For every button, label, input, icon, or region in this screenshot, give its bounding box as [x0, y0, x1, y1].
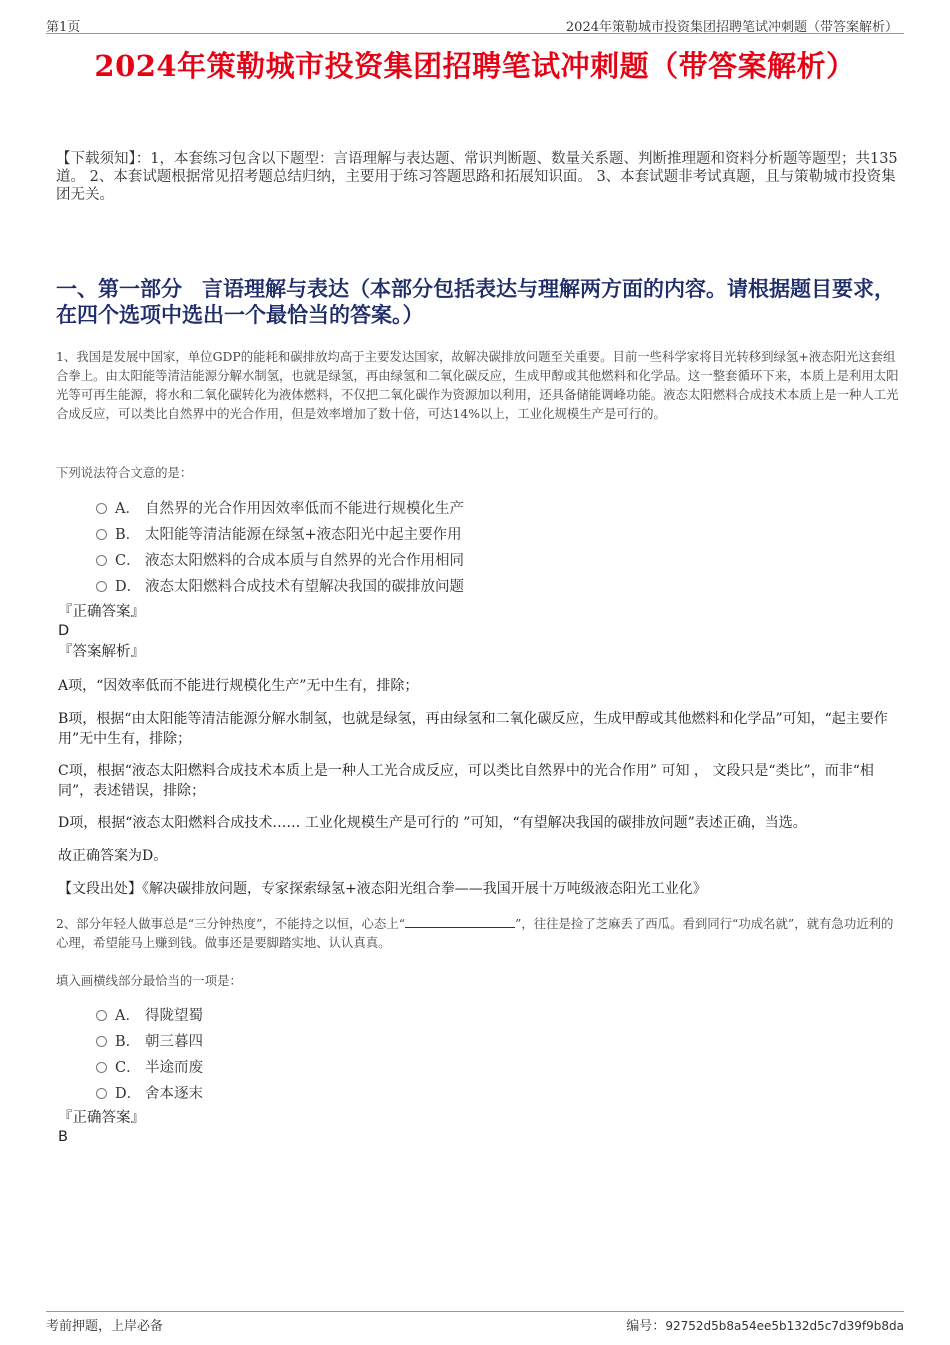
q2-text-before: 2、部分年轻人做事总是“三分钟热度”，不能持之以恒，心态上“ — [56, 916, 406, 931]
download-notice: 【下载须知】：1，本套练习包含以下题型：言语理解与表达题、常识判断题、数量关系题、判断推理题和资料分析题等题型；共135道。 2、本套试题根据常见招考题总结归纳，主要用于练习答题思路和拓展知识面。 3、本套试题非考试真题，且与策勒城市投资集团无关。 — [56, 151, 898, 203]
q1-analysis-b: B项，根据“由太阳能等清洁能源分解水制氢，也就是绿氢，再由绿氢和二氧化碳反应，生成甲醇或其他燃料和化学品”可知，“起主要作用”无中生有，排除； — [58, 711, 888, 747]
document-title: 2024年策勒城市投资集团招聘笔试冲刺题（带答案解析） — [94, 49, 856, 83]
code-label: 编号： — [626, 1319, 666, 1334]
footer-slogan: 考前押题，上岸必备 — [46, 1319, 164, 1334]
section-number: 一、第一部分 — [56, 276, 182, 301]
q1-analysis-a: A项，“因效率低而不能进行规模化生产”无中生有，排除； — [58, 678, 419, 694]
radio-icon[interactable] — [96, 1088, 107, 1099]
radio-icon[interactable] — [96, 1010, 107, 1021]
option-text: 太阳能等清洁能源在绿氢+液态阳光中起主要作用 — [145, 527, 462, 543]
question-1-text: 1、我国是发展中国家，单位GDP的能耗和碳排放均高于主要发达国家，故解决碳排放问题至关重要。目前一些科学家将目光转移到绿氢+液态阳光这套组合拳上。由太阳能等清洁能源分解水制氢，也就是绿氢，再由绿氢和二氧化碳反应，生成甲醇或其他燃料和化学品。这一整套循环下来，本质上是利用太阳光等可再生能源，将水和二氧化碳转化为液体燃料，不仅把二氧化碳作为资源加以利用，还具备储能调峰功能。液态太阳燃料合成技术本质上是一种人工光合成反应，可以类比自然界中的光合作用，但是效率增加了数十倍，可达14%以上，工业化规模生产是可行的。 — [56, 349, 899, 421]
option-letter: A． — [115, 501, 140, 517]
option-text: 朝三暮四 — [145, 1034, 203, 1050]
q1-analysis-c: C项，根据“液态太阳燃料合成技术本质上是一种人工光合成反应，可以类比自然界中的光合作用” 可知 ， 文段只是“类比”，而非“相同”，表述错误，排除； — [58, 763, 874, 799]
q1-analysis-d: D项，根据“液态太阳燃料合成技术…… 工业化规模生产是可行的 ”可知，“有望解决我国的碳排放问题”表述正确，当选。 — [58, 815, 807, 831]
page-number: 第1页 — [46, 20, 81, 35]
option-letter: B． — [115, 1034, 141, 1050]
q1-analysis-label: 『答案解析』 — [58, 644, 145, 660]
radio-icon[interactable] — [96, 555, 107, 566]
option-letter: D． — [115, 579, 142, 595]
document-code — [626, 1315, 904, 1334]
q1-analysis-conclusion: 故正确答案为D。 — [58, 848, 168, 864]
fill-blank — [405, 915, 515, 928]
option-letter: A． — [115, 1008, 140, 1024]
radio-icon[interactable] — [96, 581, 107, 592]
option-letter: C． — [115, 553, 141, 569]
code-value: 92752d5b8a54ee5b132d5c7d39f9b8da — [665, 1319, 904, 1333]
question-2-prompt: 填入画横线部分最恰当的一项是： — [56, 973, 242, 988]
q2-answer: B — [58, 1129, 68, 1145]
radio-icon[interactable] — [96, 503, 107, 514]
option-text: 液态太阳燃料合成技术有望解决我国的碳排放问题 — [145, 579, 464, 595]
page-footer — [46, 1311, 904, 1333]
page-header — [46, 14, 904, 34]
option-text: 得陇望蜀 — [145, 1008, 203, 1024]
option-letter: D． — [115, 1086, 142, 1102]
q1-answer: D — [58, 623, 70, 639]
radio-icon[interactable] — [96, 529, 107, 540]
question-2-text — [56, 914, 904, 952]
section-title — [56, 276, 902, 328]
option-text: 半途而废 — [145, 1060, 203, 1076]
option-letter: C． — [115, 1060, 141, 1076]
q1-source: 【文段出处】《解决碳排放问题，专家探索绿氢+液态阳光组合拳——我国开展十万吨级液态阳光工业化》 — [58, 881, 707, 897]
q2-answer-label: 『正确答案』 — [58, 1110, 145, 1126]
option-text: 舍本逐末 — [145, 1086, 203, 1102]
option-letter: B． — [115, 527, 141, 543]
q1-answer-label: 『正确答案』 — [58, 604, 145, 620]
option-text: 自然界的光合作用因效率低而不能进行规模化生产 — [145, 501, 464, 517]
radio-icon[interactable] — [96, 1062, 107, 1073]
radio-icon[interactable] — [96, 1036, 107, 1047]
question-1-prompt: 下列说法符合文意的是： — [56, 465, 193, 480]
running-title: 2024年策勒城市投资集团招聘笔试冲刺题（带答案解析） — [565, 20, 898, 35]
q2-text-after: ”，往往是捡了芝麻丢了西瓜。看到同行“功成名就”，就有急功近利的心理，希望能马上赚到钱。做事还是要脚踏实地、认认真真。 — [56, 916, 894, 950]
section-description: 言语理解与表达（本部分包括表达与理解两方面的内容。请根据题目要求，在四个选项中选出一个最恰当的答案。） — [56, 276, 895, 327]
option-text: 液态太阳燃料的合成本质与自然界的光合作用相同 — [145, 553, 464, 569]
